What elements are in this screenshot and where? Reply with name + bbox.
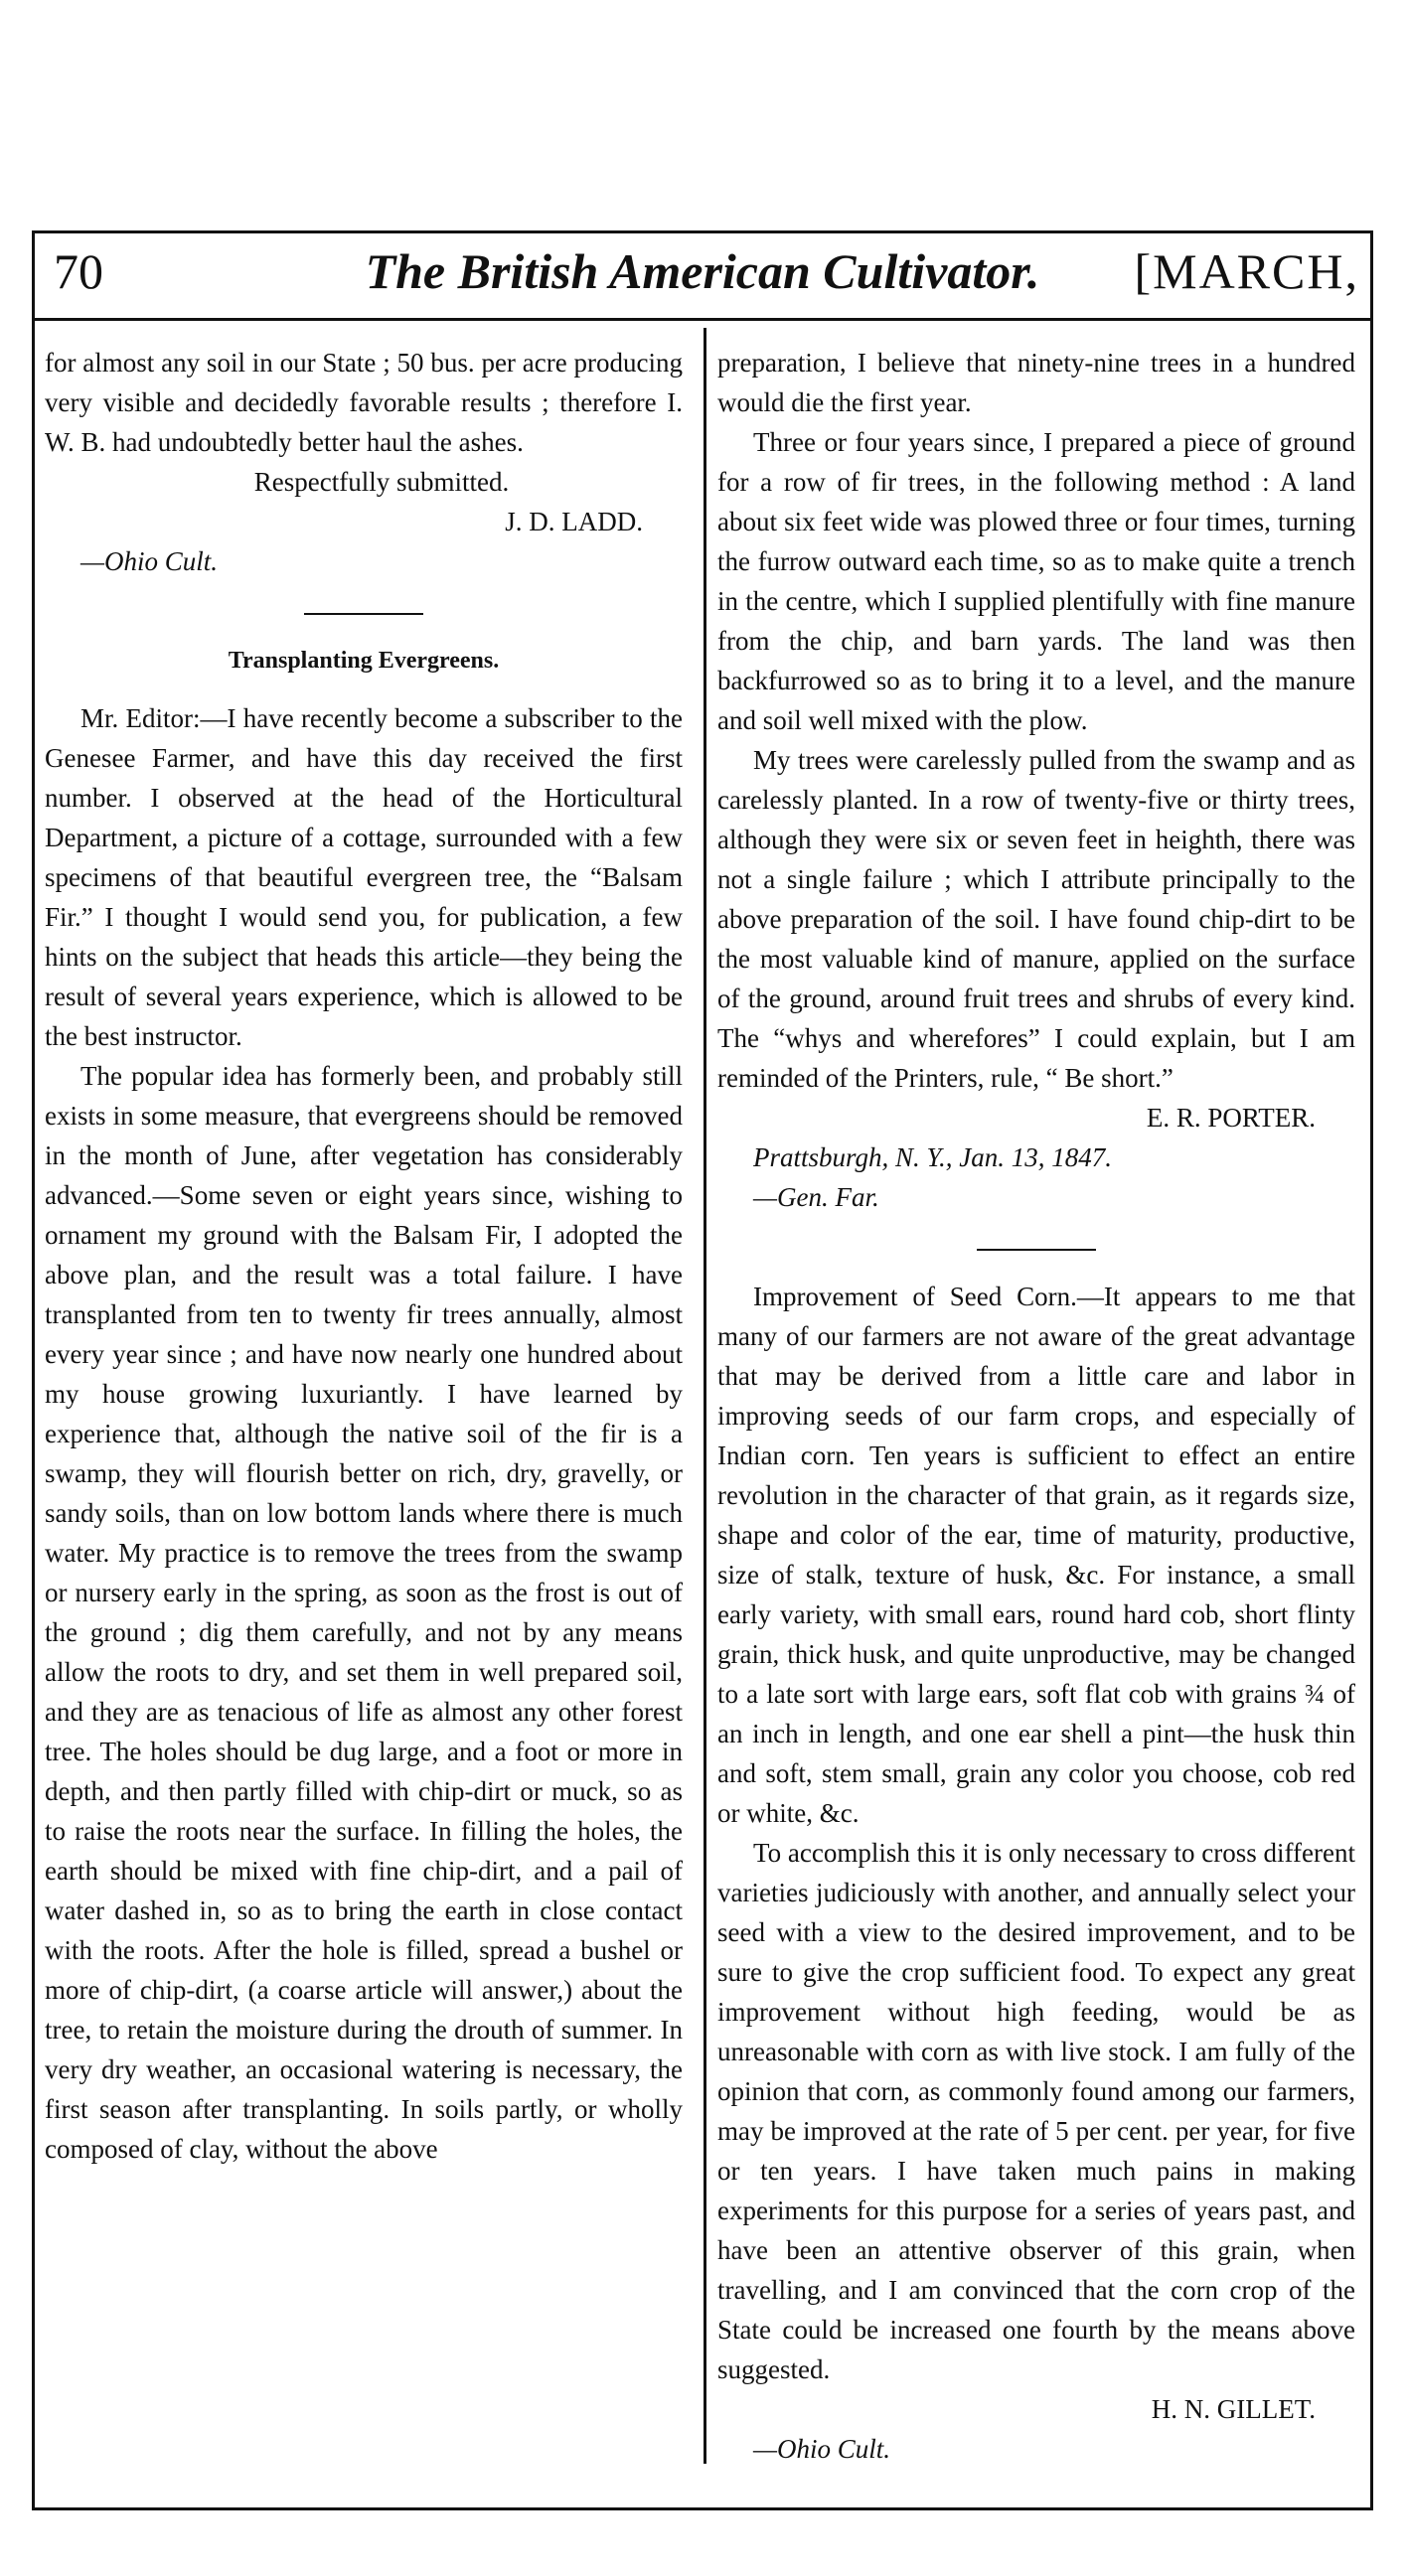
closing-line: Respectfully submitted. bbox=[253, 467, 510, 497]
left-column bbox=[45, 343, 683, 2169]
source-credit: —Gen. Far. bbox=[753, 1182, 879, 1212]
article-paragraph: Mr. Editor:—I have recently become a subscriber to the Genesee Farmer, and have this day received the first number. I observed at the head of the Horticultural Department, a picture of a cottage, surrounded with a few specimens of that beautiful evergreen tree, the “Balsam Fir.” I thought I would send you, for publication, a few hints on the subject that heads this article—they being the result of several years experience, which is allowed to be the best instructor. bbox=[45, 703, 683, 1051]
column-divider bbox=[704, 328, 706, 2464]
footer-rule bbox=[32, 2507, 1373, 2510]
article-paragraph: To accomplish this it is only necessary to cross different varieties judiciously with another, and annually select your seed with a view to the desired improvement, and to be sure to give the crop sufficient food. To expect any great improvement without high feeding, would be as unreasonable with corn as with live stock. I am fully of the opinion that corn, as commonly found among our farmers, may be improved at the rate of 5 per cent. per year, for five or ten years. I have taken much pains in making experiments for this purpose for a series of years past, and have been an attentive observer of this grain, when travelling, and I am convinced that the corn crop of the State could be increased one fourth by the means above suggested. bbox=[717, 1838, 1355, 2384]
separator-rule bbox=[304, 613, 423, 615]
signature: E. R. PORTER. bbox=[1146, 1103, 1316, 1133]
article-paragraph: The popular idea has formerly been, and probably still exists in some measure, that evergreens should be removed in the month of June, after vegetation has considerably advanced.—Some seven or eight years since, wishing to ornament my ground with the Balsam Fir, I adopted the above plan, and the result was a total failure. I have transplanted from ten to twenty fir trees annually, almost every year since ; and have now nearly one hundred about my house growing luxuriantly. I have learned by experience that, although the native soil of the fir is a swamp, they will flourish better on rich, dry, gravelly, or sandy soils, than on low bottom lands where there is much water. My practice is to remove the trees from the swamp or nursery early in the spring, as soon as the frost is out of the ground ; dig them carefully, and not by any means allow the roots to dry, and set them in well prepared soil, and they are as tenacious of life as almost any other forest tree. The holes should be dug large, and a foot or more in depth, and then partly filled with chip-dirt or muck, so as to raise the roots near the surface. In filling the holes, the earth should be mixed with fine chip-dirt, and a pail of water dashed in, so as to bring the earth in close contact with the roots. After the hole is filled, spread a bushel or more of chip-dirt, (a coarse article will answer,) about the tree, to retain the moisture during the drouth of summer. In very dry weather, an occasional watering is necessary, the first season after transplanting. In soils partly, or wholly composed of clay, without the above bbox=[45, 1061, 683, 2164]
continued-paragraph: preparation, I believe that ninety-nine trees in a hundred would die the first year. bbox=[717, 348, 1355, 417]
page-number: 70 bbox=[54, 243, 103, 299]
article-headline: Transplanting Evergreens. bbox=[228, 648, 500, 674]
source-credit: —Ohio Cult. bbox=[753, 2434, 891, 2464]
source-credit: —Ohio Cult. bbox=[80, 546, 219, 576]
article-paragraph: My trees were carelessly pulled from the swamp and as carelessly planted. In a row of twenty-five or thirty trees, although they were six or seven feet in heighth, there was not a single failure ; which I attribute principally to the above preparation of the soil. I have found chip-dirt to be the most valuable kind of manure, applied on the surface of the ground, around fruit trees and shrubs of every kind. The “whys and wherefores” I could explain, but I am reminded of the Printers, rule, “ Be short.” bbox=[717, 745, 1355, 1093]
article-paragraph: Three or four years since, I prepared a piece of ground for a row of fir trees, in the following method : A land about six feet wide was plowed three or four times, turning the furrow outward each time, so as to make quite a trench in the centre, which I supplied plentifully with fine manure from the chip, and barn yards. The land was then backfurrowed so as to bring it to a level, and the manure and soil well mixed with the plow. bbox=[717, 427, 1355, 735]
separator-rule bbox=[977, 1249, 1096, 1251]
dateline: Prattsburgh, N. Y., Jan. 13, 1847. bbox=[753, 1142, 1113, 1172]
header-rule bbox=[32, 318, 1373, 321]
page-header bbox=[32, 236, 1373, 316]
continued-paragraph: for almost any soil in our State ; 50 bus. per acre producing very visible and decidedly favorable results ; therefore I. W. B. had undoubtedly better haul the ashes. bbox=[45, 348, 683, 457]
running-month: [MARCH, bbox=[1134, 243, 1359, 299]
running-title: The British American Cultivator. bbox=[365, 243, 1040, 299]
signature: H. N. GILLET. bbox=[1151, 2394, 1316, 2424]
article-paragraph: Improvement of Seed Corn.—It appears to me that many of our farmers are not aware of the great advantage that may be derived from a little care and labor in improving seeds of our farm crops, and especially of Indian corn. Ten years is sufficient to effect an entire revolution in the character of that grain, as it regards size, shape and color of the ear, time of maturity, productive, size of stalk, texture of husk, &c. For instance, a small early variety, with small ears, round hard cob, short flinty grain, thick husk, and quite unproductive, may be changed to a late sort with large ears, soft flat cob with grains ¾ of an inch in length, and one ear shell a pint—the husk thin and soft, stem small, grain any color you choose, cob red or white, &c. bbox=[717, 1282, 1355, 1828]
signature: J. D. LADD. bbox=[505, 507, 643, 536]
right-column bbox=[717, 343, 1355, 2469]
